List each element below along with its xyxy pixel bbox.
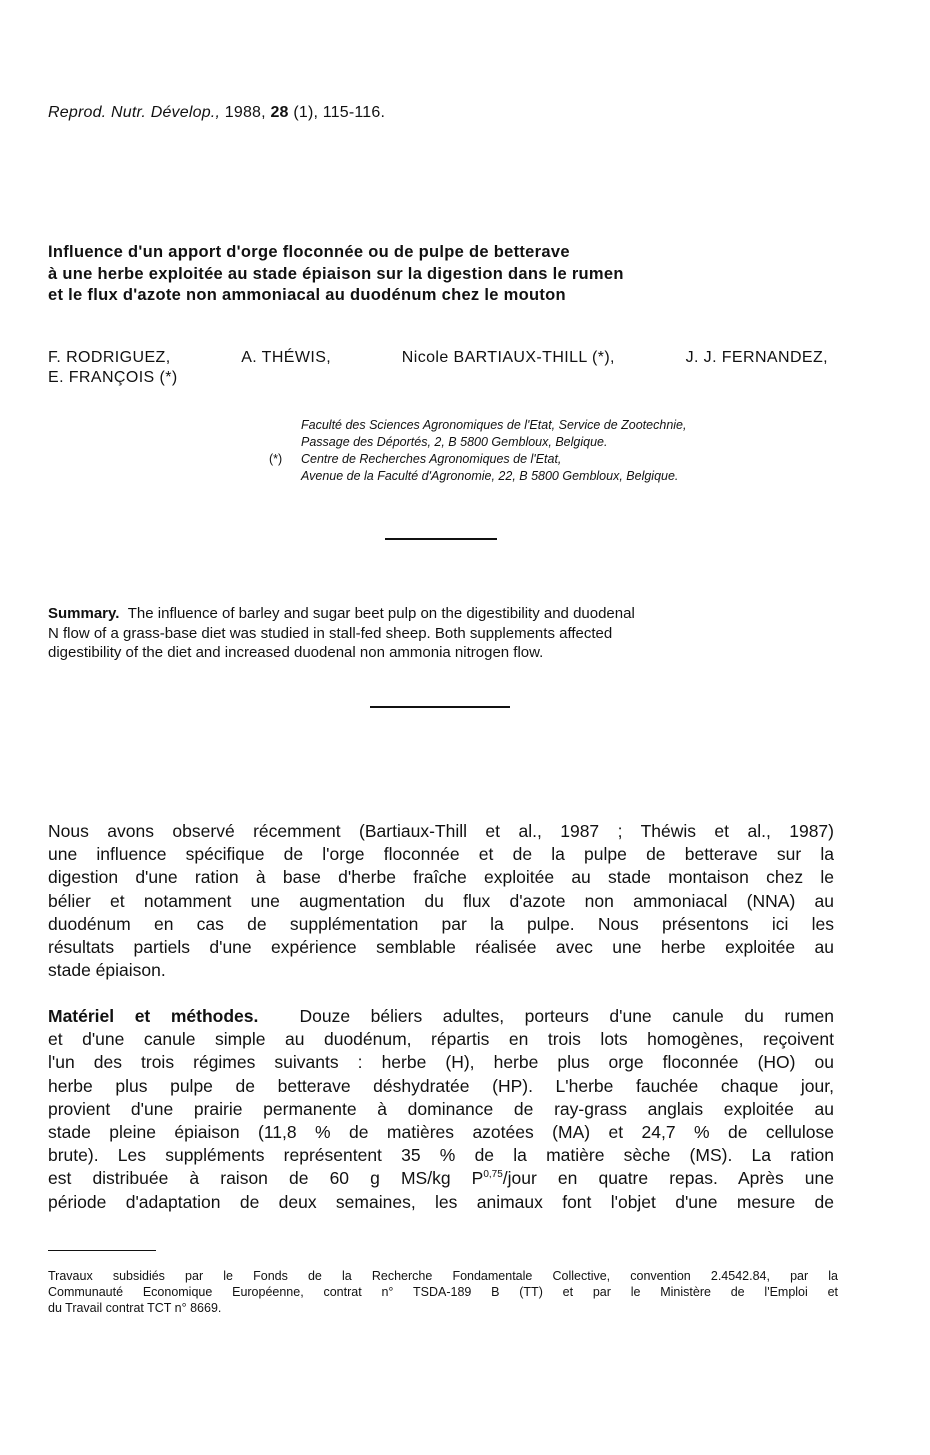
summary-line: digestibility of the diet and increased duodenal non ammonia nitrogen flow. bbox=[48, 644, 544, 661]
author: F. RODRIGUEZ, bbox=[48, 349, 171, 366]
author: E. FRANÇOIS (*) bbox=[48, 369, 178, 386]
author: J. J. FERNANDEZ, bbox=[685, 349, 828, 366]
affiliation-line: Passage des Déportés, 2, B 5800 Gembloux, Belgique. bbox=[301, 435, 608, 449]
text-line: bélier et notamment une augmentation du flux d'azote non ammoniacal (NNA) au bbox=[48, 890, 834, 911]
text-line: provient d'une prairie permanente à dominance de ray-grass anglais exploitée au bbox=[48, 1098, 834, 1119]
journal-year: 1988, bbox=[224, 104, 266, 121]
text-line: Douze béliers adultes, porteurs d'une canule du rumen bbox=[299, 1006, 834, 1026]
summary-label: Summary. bbox=[48, 605, 120, 622]
journal-name: Reprod. Nutr. Dévelop., bbox=[48, 104, 221, 121]
summary-line: N flow of a grass-base diet was studied in stall-fed sheep. Both supplements affected bbox=[48, 624, 613, 642]
methods-label: Matériel et méthodes. bbox=[48, 1006, 259, 1026]
text-line: duodénum en cas de supplémentation par la pulpe. Nous présentons ici les bbox=[48, 913, 834, 934]
text-line: Nous avons observé récemment (Bartiaux-Thill et al., 1987 ; Théwis et al., 1987) bbox=[48, 821, 834, 841]
footnote-rule bbox=[48, 1250, 156, 1251]
author: Nicole BARTIAUX-THILL (*), bbox=[401, 349, 615, 366]
text-line: résultats partiels d'une expérience semblable réalisée avec une herbe exploitée au bbox=[48, 937, 834, 958]
affiliations bbox=[269, 417, 845, 485]
footnote bbox=[48, 1268, 838, 1316]
title-line: et le flux d'azote non ammoniacal au duodénum chez le mouton bbox=[48, 286, 566, 304]
exponent: 0,75 bbox=[483, 1169, 503, 1181]
article-title bbox=[48, 242, 848, 307]
text-line: brute). Les suppléments représentent 35 % de la matière sèche (MS). La ration bbox=[48, 1145, 834, 1166]
summary-line: The influence of barley and sugar beet pulp on the digestibility and duodenal bbox=[127, 605, 635, 622]
separator-rule bbox=[370, 706, 510, 708]
text-line: herbe plus pulpe de betterave déshydratée (HP). L'herbe fauchée chaque jour, bbox=[48, 1075, 834, 1096]
intro-paragraph bbox=[48, 820, 834, 982]
text-line: et d'une canule simple au duodénum, répartis en trois lots homogènes, reçoivent bbox=[48, 1029, 834, 1050]
title-line: Influence d'un apport d'orge floconnée ou de pulpe de betterave bbox=[48, 243, 570, 261]
author: A. THÉWIS, bbox=[241, 349, 332, 366]
affiliation-line: Avenue de la Faculté d'Agronomie, 22, B 5800 Gembloux, Belgique. bbox=[301, 469, 679, 483]
text-line: l'un des trois régimes suivants : herbe (H), herbe plus orge floconnée (HO) ou bbox=[48, 1052, 834, 1073]
text-line: stade pleine épiaison (11,8 % de matières azotées (MA) et 24,7 % de cellulose bbox=[48, 1122, 834, 1143]
journal-pages: (1), 115-116. bbox=[293, 104, 386, 121]
title-line: à une herbe exploitée au stade épiaison sur la digestion dans le rumen bbox=[48, 264, 624, 283]
methods-paragraph bbox=[48, 1005, 834, 1214]
separator-rule bbox=[385, 538, 497, 540]
affiliation-line: Centre de Recherches Agronomiques de l'Etat, bbox=[301, 452, 562, 466]
footnote-line: du Travail contrat TCT n° 8669. bbox=[48, 1301, 222, 1315]
text-line: digestion d'une ration à base d'herbe fraîche exploitée au stade montaison chez le bbox=[48, 867, 834, 888]
text-line: /jour en quatre repas. Après une bbox=[502, 1168, 834, 1189]
text-line: est distribuée à raison de 60 g MS/kg P bbox=[48, 1168, 484, 1189]
affiliation-mark: (*) bbox=[269, 452, 283, 466]
footnote-line: Travaux subsidiés par le Fonds de la Recherche Fondamentale Collective, convention 2.4542.84, par la bbox=[48, 1269, 838, 1283]
text-line: une influence spécifique de l'orge floconnée et de la pulpe de betterave sur la bbox=[48, 844, 834, 865]
author-list bbox=[48, 348, 828, 388]
footnote-line: Communauté Economique Européenne, contrat n° TSDA-189 B (TT) et par le Ministère de l'Emploi et bbox=[48, 1285, 838, 1299]
text-line: stade épiaison. bbox=[48, 960, 166, 981]
affiliation-line: Faculté des Sciences Agronomiques de l'Etat, Service de Zootechnie, bbox=[301, 418, 687, 432]
journal-volume: 28 bbox=[270, 104, 289, 121]
text-line: période d'adaptation de deux semaines, les animaux font l'objet d'une mesure de bbox=[48, 1191, 834, 1212]
journal-citation bbox=[48, 104, 385, 122]
summary bbox=[48, 604, 838, 663]
